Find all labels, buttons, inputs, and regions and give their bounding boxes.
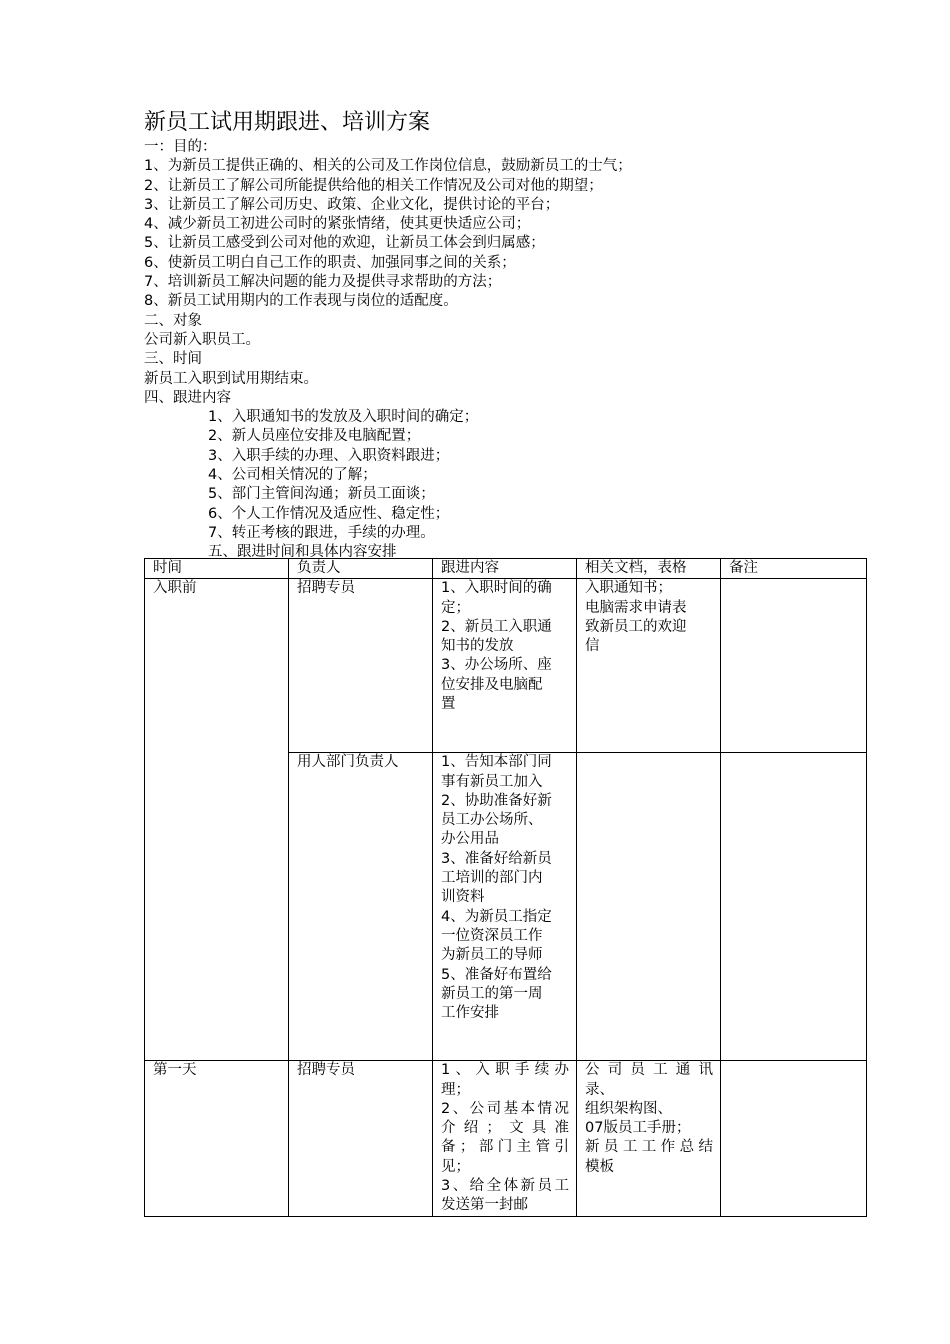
- cell-remark: [721, 579, 867, 753]
- cell-content: [433, 753, 577, 1061]
- header-content: 跟进内容: [433, 559, 577, 579]
- cell-time: 第一天: [145, 1061, 289, 1216]
- time-text: 新员工入职到试用期结束。: [144, 370, 318, 387]
- cell-line: 2、协助准备好新: [441, 792, 552, 809]
- cell-line: 模板: [585, 1158, 614, 1175]
- cell-line: 新员工的第一周: [441, 985, 543, 1002]
- cell-line: 3、办公场所、座: [441, 657, 552, 674]
- followup-item: 3、入职手续的办理、入职资料跟进；: [208, 447, 450, 464]
- cell-line: 1、入职手续办: [441, 1062, 569, 1079]
- cell-line: 训资料: [441, 889, 485, 906]
- cell-owner: 用人部门负责人: [289, 753, 433, 1061]
- cell-line: 置: [441, 696, 456, 713]
- cell-docs: [577, 753, 721, 1061]
- cell-line: 致新员工的欢迎: [585, 618, 687, 635]
- followup-item: 4、公司相关情况的了解；: [208, 467, 377, 484]
- followup-item: 7、转正考核的跟进，手续的办理。: [208, 524, 435, 541]
- cell-content: [433, 1061, 577, 1216]
- cell-line: 1、入职时间的确: [441, 580, 552, 597]
- document-page: [144, 108, 866, 563]
- cell-line: 知书的发放: [441, 638, 514, 655]
- cell-line: 事有新员工加入: [441, 773, 543, 790]
- cell-line: 办公用品: [441, 831, 499, 848]
- purpose-item: 2、让新员工了解公司所能提供给他的相关工作情况及公司对他的期望；: [144, 177, 603, 194]
- cell-line: 4、为新员工指定: [441, 908, 552, 925]
- cell-line: 公司员工通讯: [585, 1062, 713, 1079]
- cell-line: 工培训的部门内: [441, 870, 543, 887]
- purpose-item: 3、让新员工了解公司历史、政策、企业文化，提供讨论的平台；: [144, 196, 560, 213]
- table-row: [145, 1061, 867, 1216]
- cell-content: [433, 579, 577, 753]
- section-heading-followup: 四、跟进内容: [144, 389, 231, 406]
- header-remark: 备注: [721, 559, 867, 579]
- cell-owner: 招聘专员: [289, 579, 433, 753]
- cell-line: 2、新员工入职通: [441, 618, 552, 635]
- followup-item: 5、部门主管间沟通；新员工面谈；: [208, 486, 435, 503]
- cell-line: 07版员工手册；: [585, 1120, 691, 1137]
- followup-item: 2、新人员座位安排及电脑配置；: [208, 428, 421, 445]
- purpose-item: 6、使新员工明白自己工作的职责、加强同事之间的关系；: [144, 254, 516, 271]
- cell-time: 入职前: [145, 579, 289, 1061]
- header-time: 时间: [145, 559, 289, 579]
- purpose-item: 4、减少新员工初进公司时的紧张情绪，使其更快适应公司；: [144, 216, 531, 233]
- cell-line: 定；: [441, 599, 470, 616]
- purpose-item: 8、新员工试用期内的工作表现与岗位的适配度。: [144, 293, 458, 310]
- cell-line: 3、准备好给新员: [441, 850, 552, 867]
- cell-docs: [577, 1061, 721, 1216]
- cell-line: 介绍；文具准: [441, 1120, 569, 1137]
- header-docs: 相关文档，表格: [577, 559, 721, 579]
- cell-docs: [577, 579, 721, 753]
- cell-line: 组织架构图、: [585, 1100, 672, 1117]
- cell-line: 3、给全体新员工: [441, 1178, 569, 1195]
- cell-line: 5、准备好布置给: [441, 966, 552, 983]
- cell-line: 入职通知书；: [585, 580, 672, 597]
- cell-line: 员工办公场所、: [441, 812, 543, 829]
- cell-owner: 招聘专员: [289, 1061, 433, 1216]
- cell-line: 2、公司基本情况: [441, 1100, 569, 1117]
- schedule-table: [144, 558, 867, 1217]
- followup-item: 1、入职通知书的发放及入职时间的确定；: [208, 409, 479, 426]
- cell-line: 信: [585, 638, 600, 655]
- followup-item: 6、个人工作情况及适应性、稳定性；: [208, 505, 450, 522]
- cell-line: 录、: [585, 1081, 614, 1098]
- section-heading-target: 二、对象: [144, 312, 202, 329]
- cell-remark: [721, 753, 867, 1061]
- cell-line: 工作安排: [441, 1005, 499, 1022]
- purpose-item: 7、培训新员工解决问题的能力及提供寻求帮助的方法；: [144, 274, 502, 291]
- target-text: 公司新入职员工。: [144, 331, 260, 348]
- purpose-item: 5、让新员工感受到公司对他的欢迎，让新员工体会到归属感；: [144, 235, 545, 252]
- document-title: 新员工试用期跟进、培训方案: [144, 110, 431, 135]
- cell-remark: [721, 1061, 867, 1216]
- cell-line: 新员工工作总结: [585, 1139, 713, 1156]
- table-row: [145, 579, 867, 753]
- cell-line: 电脑需求申请表: [585, 599, 687, 616]
- section-heading-purpose: 一：目的：: [144, 139, 217, 155]
- cell-line: 位安排及电脑配: [441, 676, 543, 693]
- cell-line: 1、告知本部门同: [441, 754, 552, 771]
- table-header-row: [145, 559, 867, 579]
- cell-line: 为新员工的导师: [441, 947, 543, 964]
- purpose-item: 1、为新员工提供正确的、相关的公司及工作岗位信息，鼓励新员工的士气；: [144, 158, 632, 175]
- cell-line: 一位资深员工作: [441, 927, 543, 944]
- cell-line: 理；: [441, 1081, 470, 1098]
- header-owner: 负责人: [289, 559, 433, 579]
- cell-line: 发送第一封邮: [441, 1197, 528, 1214]
- section-heading-time: 三、时间: [144, 351, 202, 368]
- section-heading-schedule: 五、跟进时间和具体内容安排: [208, 544, 397, 561]
- cell-line: 备；部门主管引: [441, 1139, 569, 1156]
- cell-line: 见；: [441, 1158, 470, 1175]
